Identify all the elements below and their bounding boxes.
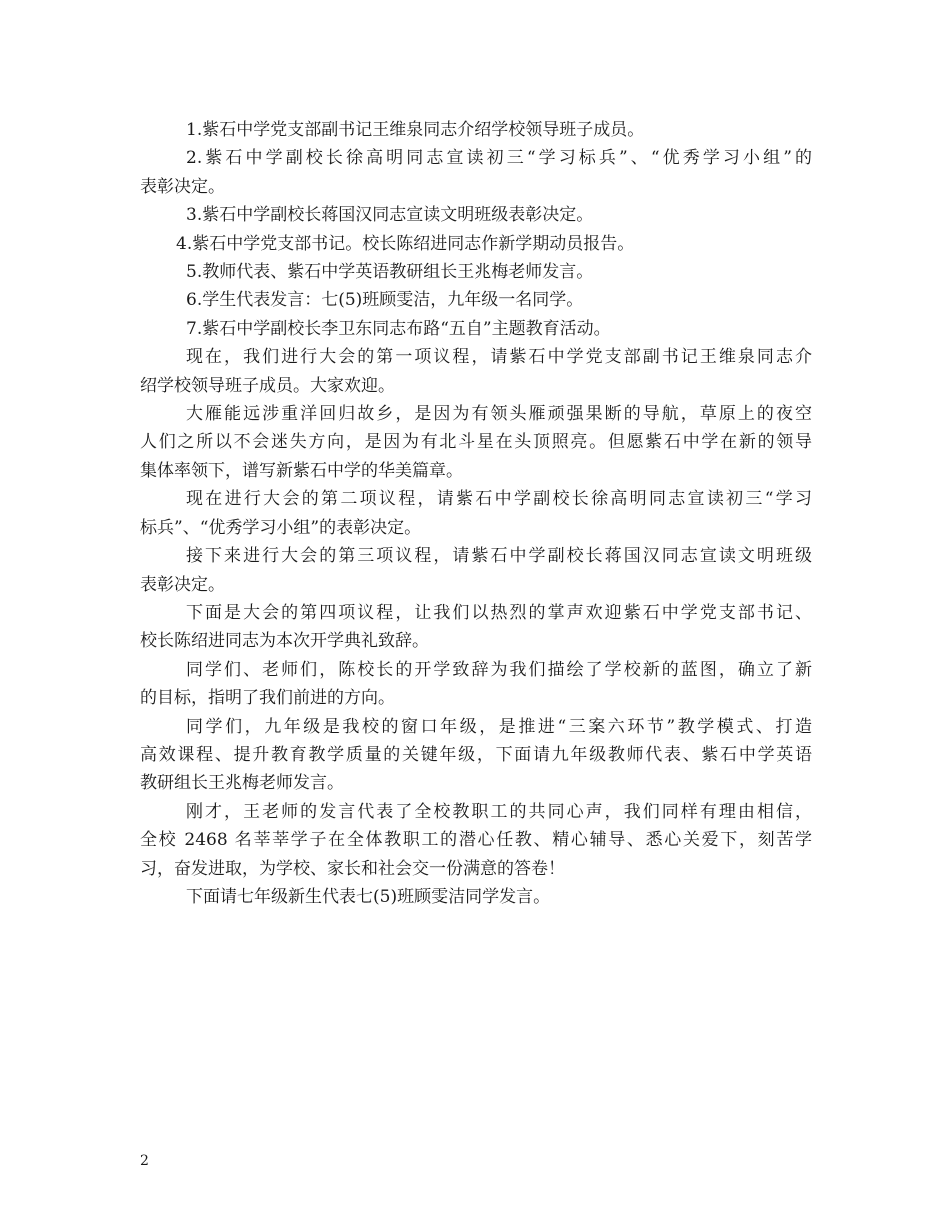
paragraph-line: 表彰决定。: [140, 574, 225, 595]
paragraph-line: 下面请七年级新生代表七(5)班顾雯洁同学发言。: [186, 886, 551, 907]
paragraph-line: 人们之所以不会迷失方向，是因为有北斗星在头顶照亮。但愿紫石中学在新的领导: [140, 432, 812, 453]
paragraph-line: 的目标，指明了我们前进的方向。: [140, 688, 395, 709]
agenda-item-2-continued: 表彰决定。: [140, 176, 225, 197]
paragraph-line: 集体率领下，谱写新紫石中学的华美篇章。: [140, 460, 463, 481]
document-body: [140, 116, 812, 911]
agenda-item-3: 3.紫石中学副校长蒋国汉同志宣读文明班级表彰决定。: [186, 205, 594, 226]
paragraph-line: 标兵”、“优秀学习小组”的表彰决定。: [140, 517, 422, 538]
paragraph-line: 大雁能远涉重洋回归故乡，是因为有领头雁顽强果断的导航，草原上的夜空: [186, 404, 812, 425]
agenda-item-6: 6.学生代表发言：七(5)班顾雯洁，九年级一名同学。: [186, 290, 584, 311]
agenda-item-7: 7.紫石中学副校长李卫东同志布路“五自”主题教育活动。: [186, 318, 611, 339]
agenda-item-1: 1.紫石中学党支部副书记王维泉同志介绍学校领导班子成员。: [186, 120, 645, 140]
paragraph-line: 同学们、老师们，陈校长的开学致辞为我们描绘了学校新的蓝图，确立了新: [186, 659, 812, 680]
paragraph-line: 现在进行大会的第二项议程，请紫石中学副校长徐高明同志宣读初三“学习: [186, 489, 812, 510]
paragraph-line: 高效课程、提升教育教学质量的关键年级，下面请九年级教师代表、紫石中学英语: [140, 744, 812, 765]
paragraph-line: 下面是大会的第四项议程，让我们以热烈的掌声欢迎紫石中学党支部书记、: [186, 602, 812, 623]
paragraph-line: 刚才，王老师的发言代表了全校教职工的共同心声，我们同样有理由相信，: [186, 801, 812, 822]
paragraph-line: 接下来进行大会的第三项议程，请紫石中学副校长蒋国汉同志宣读文明班级: [186, 546, 812, 567]
agenda-item-2: 2.紫石中学副校长徐高明同志宣读初三“学习标兵”、“优秀学习小组”的: [186, 148, 812, 169]
paragraph-line: 现在，我们进行大会的第一项议程，请紫石中学党支部副书记王维泉同志介: [186, 347, 812, 368]
paragraph-line: 教研组长王兆梅老师发言。: [140, 773, 344, 794]
agenda-item-4: 4.紫石中学党支部书记。校长陈绍进同志作新学期动员报告。: [176, 233, 635, 254]
paragraph-line: 校长陈绍进同志为本次开学典礼致辞。: [140, 631, 429, 652]
agenda-item-5: 5.教师代表、紫石中学英语教研组长王兆梅老师发言。: [186, 262, 594, 283]
page-number: 2: [140, 1153, 149, 1169]
paragraph-line: 绍学校领导班子成员。大家欢迎。: [140, 375, 395, 396]
paragraph-line: 习，奋发进取，为学校、家长和社会交一份满意的答卷！: [140, 858, 565, 879]
paragraph-line: 全校 2468 名莘莘学子在全体教职工的潜心任教、精心辅导、悉心关爱下，刻苦学: [140, 830, 812, 851]
paragraph-line: 同学们，九年级是我校的窗口年级，是推进“三案六环节”教学模式、打造: [186, 716, 812, 737]
